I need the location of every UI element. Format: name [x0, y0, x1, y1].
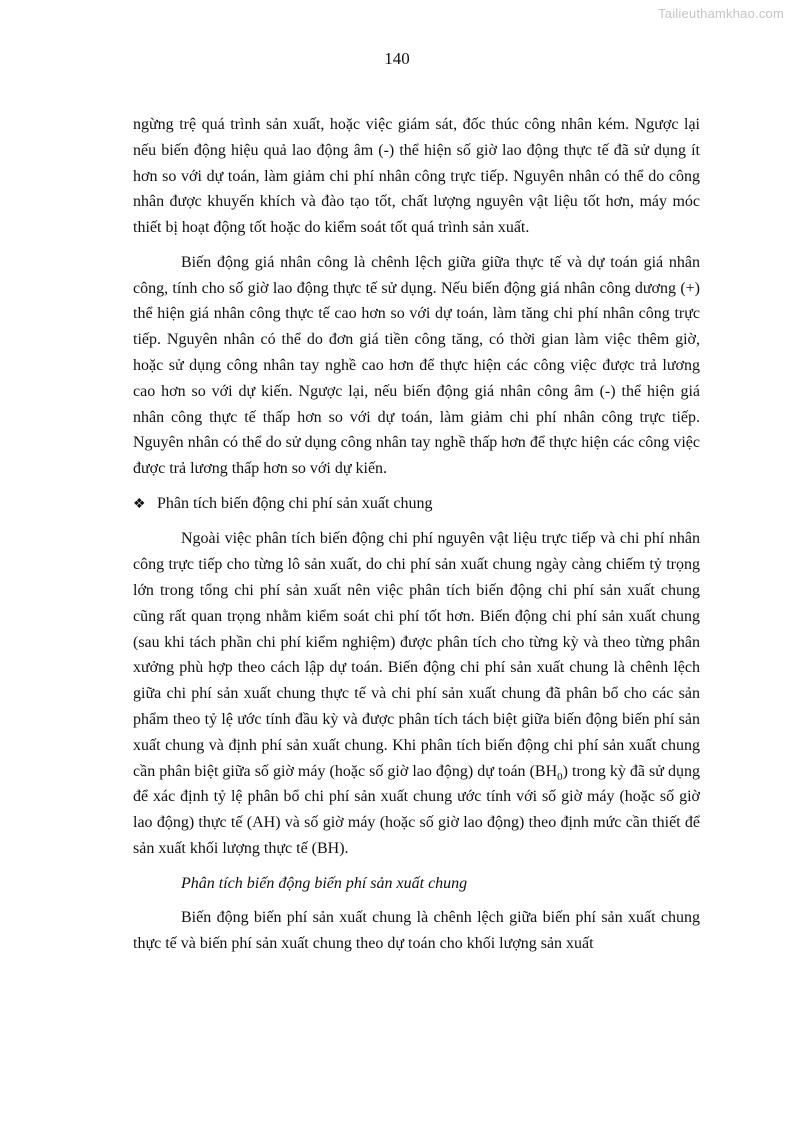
paragraph-labor-efficiency: ngừng trệ quá trình sản xuất, hoặc việc giám sát, đốc thúc công nhân kém. Ngược lại nếu biến động hiệu quả lao động âm (-) thể hiện số giờ lao động thực tế đã sử dụng ít hơn so với dự toán, làm giảm chi phí nhân công trực tiếp. Nguyên nhân có thể do công nhân được khuyến khích và đào tạo tốt, chất lượng nguyên vật liệu tốt hơn, máy móc thiết bị hoạt động tốt hoặc do kiểm soát tốt quá trình sản xuất.: [133, 116, 700, 237]
watermark-text: Tailieuthamkhao.com: [658, 6, 784, 21]
paragraph-labor-price: Biến động giá nhân công là chênh lệch giữa giữa thực tế và dự toán giá nhân công, tính cho số giờ lao động thực tế sử dụng. Nếu biến động giá nhân công dương (+) thể hiện giá nhân công thực tế cao hơn so với dự toán, làm tăng chi phí nhân công trực tiếp. Nguyên nhân có thể do đơn giá tiền công tăng, có thời gian làm việc thêm giờ, hoặc sử dụng công nhân tay nghề cao hơn để thực hiện các công việc được trả lương cao hơn so với dự kiến. Ngược lại, nếu biến động giá nhân công âm (-) thể hiện giá nhân công thực tế thấp hơn so với dự toán, làm giảm chi phí nhân công trực tiếp. Nguyên nhân có thể do sử dụng công nhân tay nghề thấp hơn để thực hiện các công việc được trả lương thấp hơn so với dự kiến.: [133, 253, 700, 478]
diamond-bullet-icon: ❖: [133, 496, 146, 512]
subscript-zero: 0: [557, 770, 563, 783]
page-number: 140: [384, 49, 410, 68]
page-body: [133, 112, 700, 965]
subsection-heading: Phân tích biến động biến phí sản xuất chung: [181, 874, 468, 892]
paragraph-overhead-intro: [133, 526, 700, 861]
paragraph-variable-overhead: Biến động biến phí sản xuất chung là chênh lệch giữa biến phí sản xuất chung thực tế và biến phí sản xuất chung theo dự toán cho khối lượng sản xuất: [133, 909, 700, 952]
paragraph-overhead-text-1: Ngoài việc phân tích biến động chi phí nguyên vật liệu trực tiếp và chi phí nhân công trực tiếp cho từng lô sản xuất, do chi phí sản xuất chung ngày càng chiếm tỷ trọng lớn trong tổng chi phí sản xuất nên việc phân tích biến động chi phí sản xuất chung cũng rất quan trọng nhằm kiểm soát chi phí tốt hơn. Biến động chi phí sản xuất chung (sau khi tách phần chi phí kiểm nghiệm) được phân tích cho từng kỳ và theo từng phân xưởng phù hợp theo cách lập dự toán. Biến động chi phí sản xuất chung là chênh lệch giữa chi phí sản xuất chung thực tế và chi phí sản xuất chung đã phân bổ cho các sản phẩm theo tỷ lệ ước tính đầu kỳ và được phân tích tách biệt giữa biến động biến phí sản xuất chung và định phí sản xuất chung. Khi phân tích biến động chi phí sản xuất chung cần phân biệt giữa số giờ máy (hoặc số giờ lao động) dự toán (BH: [133, 530, 700, 780]
section-heading: [133, 491, 700, 518]
paragraph-overhead-text-2: ) trong kỳ đã sử dụng để xác định tỷ lệ phân bổ chi phí sản xuất chung ước tính với số giờ máy (hoặc số giờ lao động) thực tế (AH) và số giờ máy (hoặc số giờ lao động) theo định mức cần thiết để sản xuất khối lượng thực tế (BH).: [133, 762, 700, 857]
section-heading-text: Phân tích biến động chi phí sản xuất chung: [157, 494, 433, 512]
